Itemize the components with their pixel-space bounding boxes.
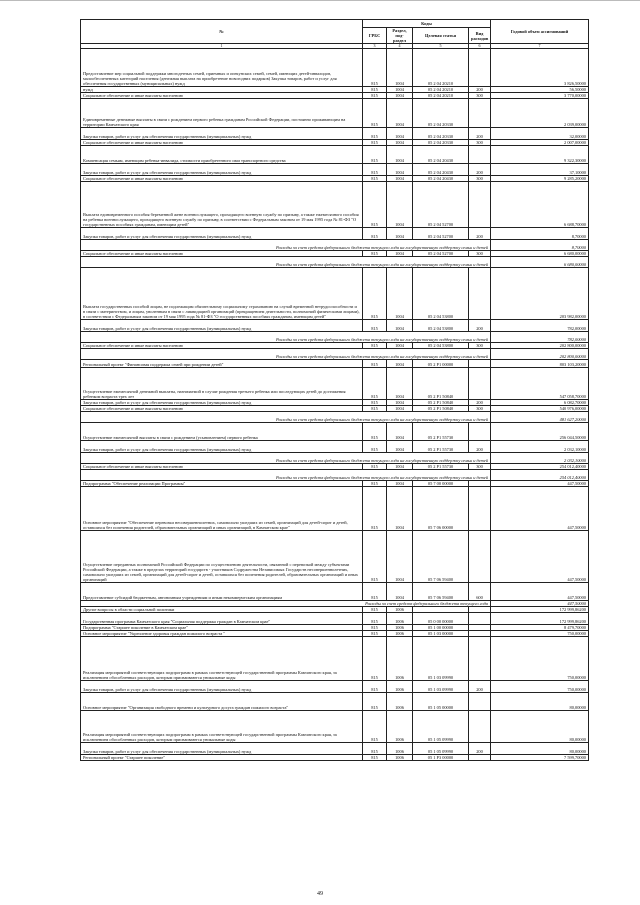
table-header — [81, 20, 589, 49]
row-target-article: 05 7 06 00000 — [413, 487, 469, 531]
row-grbs: 815 — [363, 368, 387, 400]
row-expense-type — [469, 268, 491, 320]
row-sum: 547 058,70000 — [491, 368, 589, 400]
table-row — [81, 268, 589, 320]
row-name: Региональный проект "Старшее поколение" — [81, 755, 363, 761]
table-row — [81, 49, 589, 87]
table-row — [81, 99, 589, 128]
row-razdel: 1004 — [387, 87, 413, 93]
table-row — [81, 360, 589, 368]
row-razdel: 1004 — [387, 583, 413, 601]
row-target-article: 05 2 04 52700 — [413, 182, 469, 228]
row-razdel: 1006 — [387, 743, 413, 755]
table-row — [81, 146, 589, 164]
row-grbs: 815 — [363, 140, 387, 146]
row-grbs: 815 — [363, 400, 387, 406]
row-grbs: 815 — [363, 755, 387, 761]
row-target-article: 05 2 04 20330 — [413, 128, 469, 140]
row-grbs: 815 — [363, 583, 387, 601]
note-row — [81, 332, 589, 343]
row-razdel: 1004 — [387, 400, 413, 406]
row-grbs: 815 — [363, 464, 387, 470]
row-sum: 8,70000 — [491, 228, 589, 240]
table-row — [81, 637, 589, 681]
row-grbs: 815 — [363, 406, 387, 412]
note-row — [81, 240, 589, 251]
budget-table — [80, 19, 589, 761]
row-name: Осуществление ежемесячной выплаты в связи с рождением (усыновлением) первого ребенка — [81, 423, 363, 441]
row-name: Реализация мероприятий соответствующих подпрограмм в рамках соответствующей государственной программы Камчатского края, за исключением обособленных расходов, которым присваиваются уникальные коды — [81, 637, 363, 681]
note-text: Расходы за счет средств федерального бюджета текущего года на государственную поддержку семьи и детей — [81, 412, 491, 423]
row-razdel: 1004 — [387, 128, 413, 140]
row-name: Другие вопросы в области социальной политики — [81, 607, 363, 613]
row-name: Компенсация семьям, имеющим ребенка-инвалида, стоимости приобретенного ими транспортного средства — [81, 146, 363, 164]
row-name: Закупка товаров, работ и услуг для обеспечения государственных (муниципальных) нужд — [81, 400, 363, 406]
row-sum: 750,00000 — [491, 637, 589, 681]
row-name: Закупка товаров, работ и услуг для обеспечения государственных (муниципальных) нужд — [81, 441, 363, 453]
row-expense-type — [469, 693, 491, 711]
row-expense-type: 300 — [469, 406, 491, 412]
row-expense-type: 200 — [469, 128, 491, 140]
row-name: Социальное обеспечение и иные выплаты населению — [81, 343, 363, 349]
header-grbs: ГРБС — [363, 28, 387, 44]
row-razdel: 1004 — [387, 423, 413, 441]
row-grbs: 815 — [363, 320, 387, 332]
row-razdel: 1004 — [387, 268, 413, 320]
row-name: Предоставление мер социальной поддержки многодетных семей, приемных и опекунских семей, семей, имеющих детей-инвалидов, малообеспеченных категорий населения (денежная выплата на приобретение новогодних подарков) Закупка товаров, работ и услуг для обеспечения государственных (муниципальных) нужд — [81, 49, 363, 87]
row-name: Закупка товаров, работ и услуг для обеспечения государственных (муниципальных) нужд — [81, 681, 363, 693]
page-top-rule — [0, 0, 640, 1]
row-razdel: 1006 — [387, 607, 413, 613]
row-sum: 6 688,70000 — [491, 182, 589, 228]
row-razdel: 1004 — [387, 441, 413, 453]
row-razdel: 1004 — [387, 99, 413, 128]
row-target-article: 05 0 00 00000 — [413, 613, 469, 625]
row-razdel: 1004 — [387, 360, 413, 368]
note-sum: 202 800,00000 — [491, 349, 589, 360]
header-kody: Коды — [363, 20, 491, 28]
row-sum: 7 599,70000 — [491, 755, 589, 761]
row-razdel: 1004 — [387, 228, 413, 240]
row-expense-type: 300 — [469, 140, 491, 146]
note-sum: 6 680,00000 — [491, 257, 589, 268]
row-expense-type — [469, 487, 491, 531]
row-name: Социальное обеспечение и иные выплаты населению — [81, 251, 363, 257]
row-target-article: 05 2 04 20210 — [413, 87, 469, 93]
row-grbs: 815 — [363, 251, 387, 257]
note-text: Расходы за счет средств федерального бюджета текущего года на государственную поддержку семьи и детей — [81, 349, 491, 360]
row-target-article: 05 2 04 20210 — [413, 93, 469, 99]
note-text: Расходы за счет средств федерального бюджета текущего года на государственную поддержку семьи и детей — [81, 332, 491, 343]
row-target-article: 05 1 03 09990 — [413, 681, 469, 693]
row-target-article: 05 2 04 53800 — [413, 268, 469, 320]
row-expense-type — [469, 613, 491, 625]
row-expense-type: 300 — [469, 343, 491, 349]
row-grbs: 815 — [363, 531, 387, 583]
row-razdel: 1004 — [387, 164, 413, 176]
row-sum: 56,50000 — [491, 87, 589, 93]
row-name: Закупка товаров, работ и услуг для обеспечения государственных (муниципальных) нужд — [81, 228, 363, 240]
row-sum: 540 976,00000 — [491, 406, 589, 412]
row-razdel: 1004 — [387, 182, 413, 228]
row-expense-type: 300 — [469, 251, 491, 257]
row-target-article: 05 1 03 09990 — [413, 637, 469, 681]
row-sum: 254 012,40000 — [491, 464, 589, 470]
row-expense-type: 200 — [469, 164, 491, 176]
row-expense-type: 300 — [469, 464, 491, 470]
row-razdel: 1004 — [387, 343, 413, 349]
row-expense-type: 200 — [469, 87, 491, 93]
row-sum: 2 039,00000 — [491, 99, 589, 128]
row-grbs: 815 — [363, 343, 387, 349]
page-number: 49 — [317, 891, 323, 897]
row-sum: 203 982,00000 — [491, 268, 589, 320]
row-sum: 37,10000 — [491, 164, 589, 176]
row-razdel: 1004 — [387, 320, 413, 332]
row-target-article: 05 2 P1 50840 — [413, 406, 469, 412]
header-num: № — [81, 20, 363, 44]
row-target-article: 05 2 P1 55730 — [413, 423, 469, 441]
row-sum: 32,00000 — [491, 128, 589, 140]
table-row — [81, 743, 589, 755]
row-target-article: 05 1 03 00000 — [413, 631, 469, 637]
note-row — [81, 257, 589, 268]
row-name: Закупка товаров, работ и услуг для обеспечения государственных (муниципальных) нужд — [81, 320, 363, 332]
row-razdel: 1006 — [387, 631, 413, 637]
note-row — [81, 470, 589, 481]
table-row — [81, 228, 589, 240]
row-target-article: 05 7 00 00000 — [413, 481, 469, 487]
row-grbs: 815 — [363, 613, 387, 625]
row-sum: 2 032,10000 — [491, 441, 589, 453]
row-name: Социальное обеспечение и иные выплаты населению — [81, 464, 363, 470]
table-row — [81, 128, 589, 140]
row-sum: 6 680,00000 — [491, 251, 589, 257]
row-grbs: 815 — [363, 743, 387, 755]
row-name: Региональный проект "Финансовая поддержка семей при рождении детей" — [81, 360, 363, 368]
row-grbs: 815 — [363, 423, 387, 441]
note-text: Расходы за счет средств федерального бюджета текущего года на государственную поддержку семьи и детей — [81, 453, 491, 464]
row-razdel: 1004 — [387, 176, 413, 182]
row-target-article: 05 2 04 20430 — [413, 146, 469, 164]
row-sum: 6 082,70000 — [491, 400, 589, 406]
row-razdel: 1004 — [387, 531, 413, 583]
table-row — [81, 613, 589, 625]
note-sum: 8,70000 — [491, 240, 589, 251]
row-razdel: 1006 — [387, 637, 413, 681]
row-expense-type: 200 — [469, 743, 491, 755]
row-sum: 447,50000 — [491, 487, 589, 531]
row-sum: 447,50000 — [491, 531, 589, 583]
row-target-article: 05 7 06 59400 — [413, 583, 469, 601]
row-sum: 8 479,70000 — [491, 625, 589, 631]
row-grbs: 815 — [363, 182, 387, 228]
table-row — [81, 755, 589, 761]
row-razdel: 1006 — [387, 681, 413, 693]
table-row — [81, 531, 589, 583]
row-grbs: 815 — [363, 637, 387, 681]
row-expense-type — [469, 49, 491, 87]
row-razdel: 1004 — [387, 140, 413, 146]
row-sum: 750,00000 — [491, 631, 589, 637]
row-target-article: 05 2 P1 50840 — [413, 400, 469, 406]
table-row — [81, 681, 589, 693]
note-sum: 447,50000 — [491, 601, 589, 607]
header-vid: Вид расходов — [469, 28, 491, 44]
row-expense-type — [469, 423, 491, 441]
row-grbs: 815 — [363, 360, 387, 368]
row-grbs: 815 — [363, 164, 387, 176]
row-name: нужд — [81, 87, 363, 93]
note-sum: 2 032,10000 — [491, 453, 589, 464]
row-target-article: 05 2 04 20210 — [413, 49, 469, 87]
column-number: 3 — [363, 44, 387, 49]
row-grbs: 815 — [363, 228, 387, 240]
row-name: Социальное обеспечение и иные выплаты населению — [81, 406, 363, 412]
row-expense-type — [469, 755, 491, 761]
row-target-article: 05 2 04 20330 — [413, 140, 469, 146]
row-razdel: 1004 — [387, 464, 413, 470]
row-grbs: 815 — [363, 487, 387, 531]
row-razdel: 1004 — [387, 368, 413, 400]
column-number: 4 — [387, 44, 413, 49]
row-razdel: 1004 — [387, 146, 413, 164]
header-sum: Годовой объем ассигнований — [491, 20, 589, 44]
note-sum: 254 012,40000 — [491, 470, 589, 481]
row-name: Выплата единовременного пособия беременной жене военнослужащего, проходящего военную службу по призыву, а также ежемесячного пособия на ребенка военнослужащего, проходящего военную службу по призыву, в соответствии с Федеральным законом от 19 мая 1995 года № 81-ФЗ "О государственных пособиях гражданам, имеющим детей" — [81, 182, 363, 228]
row-sum: 803 103,20000 — [491, 360, 589, 368]
row-razdel: 1006 — [387, 711, 413, 743]
row-expense-type — [469, 146, 491, 164]
row-sum: 3 826,50000 — [491, 49, 589, 87]
row-grbs: 815 — [363, 441, 387, 453]
row-expense-type — [469, 99, 491, 128]
row-sum: 750,00000 — [491, 681, 589, 693]
row-name: Основное мероприятие "Укрепление здоровья граждан пожилого возраста " — [81, 631, 363, 637]
row-grbs: 815 — [363, 93, 387, 99]
row-name: Подпрограмма "Обеспечение реализации Программы" — [81, 481, 363, 487]
table-row — [81, 693, 589, 711]
row-sum: 80,00000 — [491, 693, 589, 711]
row-target-article: 05 2 P1 00000 — [413, 360, 469, 368]
row-sum: 447,50000 — [491, 583, 589, 601]
row-grbs: 815 — [363, 711, 387, 743]
row-name: Предоставление субсидий бюджетным, автономным учреждениям и иным некоммерческим организациям — [81, 583, 363, 601]
note-text: Расходы за счет средств федерального бюджета текущего года на государственную поддержку семьи и детей — [81, 470, 491, 481]
row-name: Социальное обеспечение и иные выплаты населению — [81, 140, 363, 146]
row-name: Реализация мероприятий соответствующих подпрограмм в рамках соответствующей государственной программы Камчатского края, за исключением обособленных расходов, которым присваиваются уникальные коды — [81, 711, 363, 743]
table-row — [81, 711, 589, 743]
row-target-article: 05 2 04 53800 — [413, 320, 469, 332]
row-grbs: 815 — [363, 607, 387, 613]
note-row — [81, 453, 589, 464]
row-razdel: 1006 — [387, 693, 413, 711]
row-razdel: 1004 — [387, 481, 413, 487]
row-target-article: 05 1 05 09990 — [413, 743, 469, 755]
row-sum: 2 007,00000 — [491, 140, 589, 146]
row-razdel: 1004 — [387, 49, 413, 87]
table-row — [81, 182, 589, 228]
row-expense-type: 200 — [469, 228, 491, 240]
row-name: Основное мероприятие "Организация свободного времени и культурного досуга граждан пожилого возраста" — [81, 693, 363, 711]
column-number: 6 — [469, 44, 491, 49]
row-name: Основное мероприятие "Обеспечение перевозки несовершеннолетних, самовольно ушедших из семей, организаций для детей-сирот и детей, оставшихся без попечения родителей, образовательных организаций и иных организаций, в Камчатском крае" — [81, 487, 363, 531]
row-grbs: 815 — [363, 268, 387, 320]
row-target-article: 05 1 P3 00000 — [413, 755, 469, 761]
header-razdel: Раздел, под-раздел — [387, 28, 413, 44]
note-text: Расходы за счет средств федерального бюджета текущего года — [81, 601, 491, 607]
row-expense-type: 200 — [469, 320, 491, 332]
row-target-article: 05 2 04 20330 — [413, 99, 469, 128]
row-expense-type — [469, 531, 491, 583]
note-row — [81, 349, 589, 360]
row-grbs: 815 — [363, 681, 387, 693]
note-text: Расходы за счет средств федерального бюджета текущего года на государственную поддержку семьи и детей — [81, 257, 491, 268]
row-target-article: 05 1 05 09990 — [413, 711, 469, 743]
row-expense-type: 200 — [469, 441, 491, 453]
row-sum: 202 800,00000 — [491, 343, 589, 349]
row-sum: 256 044,50000 — [491, 423, 589, 441]
table-row — [81, 441, 589, 453]
table-row — [81, 368, 589, 400]
row-sum: 3 770,00000 — [491, 93, 589, 99]
row-sum: 172 999,86200 — [491, 613, 589, 625]
row-sum: 447,50000 — [491, 481, 589, 487]
table-row — [81, 164, 589, 176]
note-row — [81, 412, 589, 423]
row-expense-type: 600 — [469, 583, 491, 601]
row-target-article: 05 2 P1 50840 — [413, 368, 469, 400]
table-row — [81, 583, 589, 601]
row-sum: 80,00000 — [491, 743, 589, 755]
row-expense-type: 300 — [469, 93, 491, 99]
row-expense-type: 200 — [469, 681, 491, 693]
row-sum: 172 999,86200 — [491, 607, 589, 613]
note-sum: 782,00000 — [491, 332, 589, 343]
row-target-article: 05 2 04 20430 — [413, 176, 469, 182]
note-text: Расходы за счет средств федерального бюджета текущего года на государственную поддержку семьи и детей — [81, 240, 491, 251]
row-name: Выплата государственных пособий лицам, не подлежащим обязательному социальному страхованию на случай временной нетрудоспособности и в связи с материнством, и лицам, уволенным в связи с ликвидацией организаций (прекращением деятельности, полномочий физическими лицами), в соответствии с Федеральным законом от 19 мая 1995 года № 81-ФЗ "О государственных пособиях гражданам, имеющим детей" — [81, 268, 363, 320]
row-razdel: 1004 — [387, 406, 413, 412]
table-row — [81, 320, 589, 332]
row-target-article: 05 2 P1 55730 — [413, 464, 469, 470]
row-target-article: 05 2 04 53800 — [413, 343, 469, 349]
row-sum: 80,00000 — [491, 711, 589, 743]
table-row — [81, 487, 589, 531]
row-grbs: 815 — [363, 631, 387, 637]
row-target-article: 05 2 P1 55730 — [413, 441, 469, 453]
row-target-article: 05 1 00 00000 — [413, 625, 469, 631]
row-grbs: 815 — [363, 693, 387, 711]
row-expense-type — [469, 368, 491, 400]
row-name: Осуществление переданных полномочий Российской Федерации по осуществлению деятельности, связанной с перевозкой между субъектами Российской Федерации, а также в пределах территорий государств - участников Содружества Независимых Государств несовершеннолетних, самовольно ушедших из семей, организаций для детей-сирот и детей, оставшихся без попечения родителей, образовательных организаций и иных организаций — [81, 531, 363, 583]
row-grbs: 815 — [363, 625, 387, 631]
row-name: Подпрограмма "Старшее поколение в Камчатском крае" — [81, 625, 363, 631]
row-razdel: 1006 — [387, 755, 413, 761]
row-razdel: 1004 — [387, 93, 413, 99]
row-expense-type — [469, 637, 491, 681]
column-number: 7 — [491, 44, 589, 49]
row-name: Закупка товаров, работ и услуг для обеспечения государственных (муниципальных) нужд — [81, 743, 363, 755]
row-target-article: 05 7 06 59400 — [413, 531, 469, 583]
row-target-article: 05 2 04 52700 — [413, 228, 469, 240]
row-name: Единовременные денежные выплаты в связи с рождением первого ребенка гражданам Российской Федерации, постоянно проживающим на территории Камчатского края — [81, 99, 363, 128]
row-razdel: 1004 — [387, 251, 413, 257]
row-name: Социальное обеспечение и иные выплаты населению — [81, 93, 363, 99]
row-razdel: 1006 — [387, 613, 413, 625]
column-number: 1 — [81, 44, 363, 49]
row-razdel: 1006 — [387, 625, 413, 631]
row-sum: 9 322,30000 — [491, 146, 589, 164]
row-name: Закупка товаров, работ и услуг для обеспечения государственных (муниципальных) нужд — [81, 164, 363, 176]
row-sum: 782,00000 — [491, 320, 589, 332]
row-expense-type — [469, 711, 491, 743]
row-name: Осуществление ежемесячной денежной выплаты, назначаемой в случае рождения третьего ребенка или последующих детей до достижения ребенком возраста трех лет — [81, 368, 363, 400]
row-target-article: 05 2 04 52700 — [413, 251, 469, 257]
row-grbs: 815 — [363, 49, 387, 87]
row-grbs: 815 — [363, 87, 387, 93]
row-name: Закупка товаров, работ и услуг для обеспечения государственных (муниципальных) нужд — [81, 128, 363, 140]
row-target-article: 05 1 05 00000 — [413, 693, 469, 711]
column-number: 5 — [413, 44, 469, 49]
row-expense-type — [469, 360, 491, 368]
note-sum: 481 627,20000 — [491, 412, 589, 423]
table-row — [81, 423, 589, 441]
header-cs: Целевая статья — [413, 28, 469, 44]
row-grbs: 815 — [363, 176, 387, 182]
row-grbs: 815 — [363, 146, 387, 164]
table-body — [81, 49, 589, 761]
row-expense-type — [469, 182, 491, 228]
row-razdel: 1004 — [387, 487, 413, 531]
row-expense-type: 200 — [469, 400, 491, 406]
row-grbs: 815 — [363, 99, 387, 128]
row-target-article: 05 2 04 20430 — [413, 164, 469, 176]
row-grbs: 815 — [363, 481, 387, 487]
row-name: Социальное обеспечение и иные выплаты населению — [81, 176, 363, 182]
row-name: Государственная программа Камчатского края "Социальная поддержка граждан в Камчатском крае" — [81, 613, 363, 625]
row-sum: 9 285,20000 — [491, 176, 589, 182]
row-grbs: 815 — [363, 128, 387, 140]
row-expense-type: 300 — [469, 176, 491, 182]
